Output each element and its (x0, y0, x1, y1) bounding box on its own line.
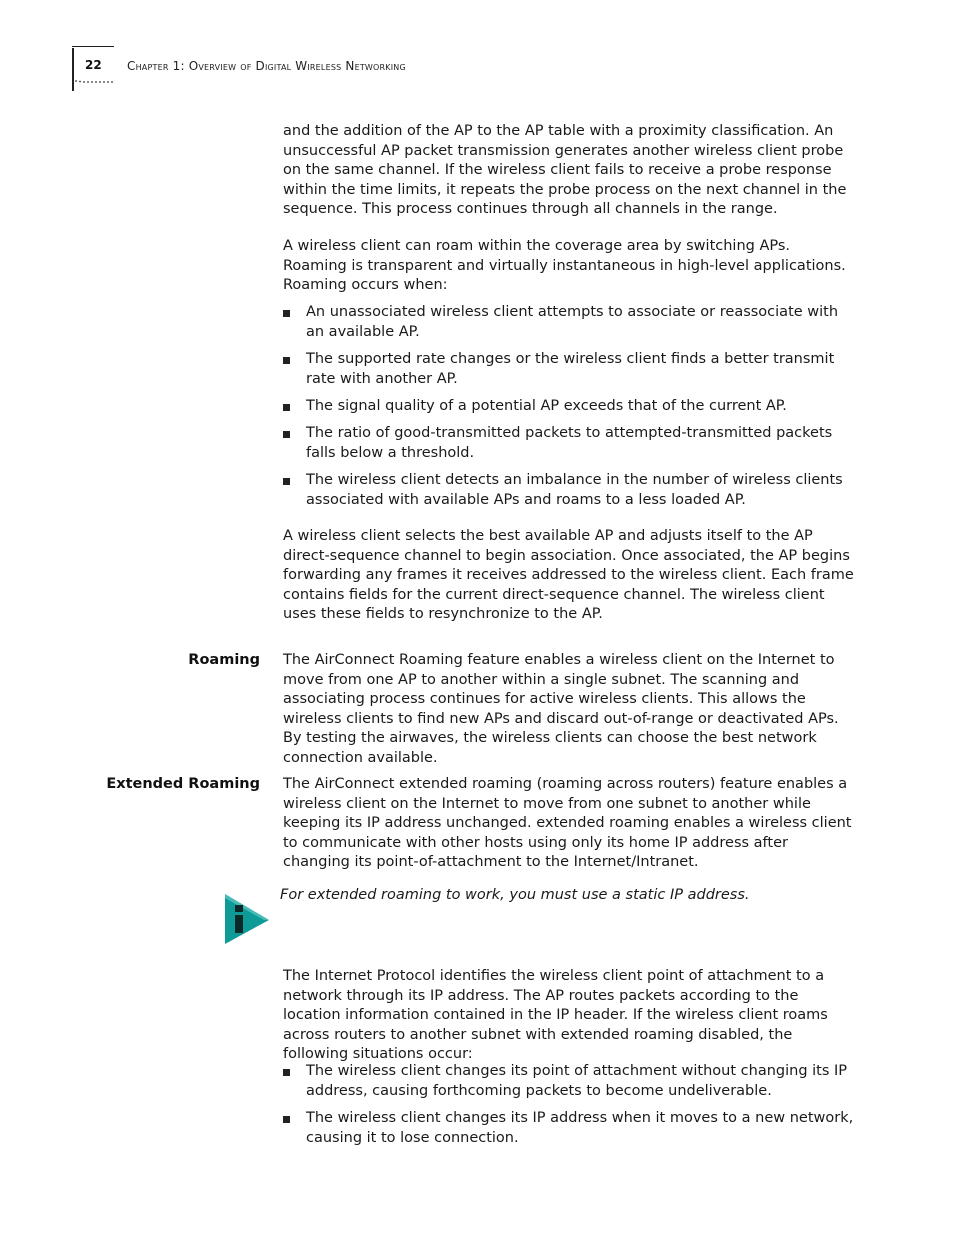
list-item-text: The wireless client changes its point of attachment without changing its IP address, causing forthcoming packets to become undeliverable. (306, 1063, 848, 1099)
list-item-text: The signal quality of a potential AP exceeds that of the current AP. (306, 398, 787, 414)
page-number: 22 (85, 58, 102, 72)
paragraph-extended-roaming: The AirConnect extended roaming (roaming across routers) feature enables a wireless client on the Internet to move from one subnet to another while keeping its IP address unchanged. extended roaming enables a wireless client to communicate with other hosts using only its home IP address after changing its point-of-attachment to the Internet/Intranet. (283, 776, 852, 871)
paragraph-roam-intro: A wireless client can roam within the coverage area by switching APs. Roaming is transparent and virtually instantaneous in high-level applications. Roaming occurs when: (283, 238, 846, 294)
list-item-text: The wireless client changes its IP address when it moves to a new network, causing it to lose connection. (306, 1110, 854, 1146)
page-header (72, 46, 472, 92)
list-item (283, 471, 858, 510)
paragraph-probe: and the addition of the AP to the AP table with a proximity classification. An unsuccessful AP packet transmission generates another wireless client probe on the same channel. If the wireless client fails to receive a probe response within the time limits, it repeats the probe process on the next channel in the sequence. This process continues through all channels in the range. (283, 123, 847, 218)
bullet-square-icon (283, 310, 290, 317)
paragraph-association: A wireless client selects the best available AP and adjusts itself to the AP direct-sequence channel to begin association. Once associated, the AP begins forwarding any frames it receives addressed to the wireless client. Each frame contains fields for the current direct-sequence channel. The wireless client uses these fields to resynchronize to the AP. (283, 528, 854, 623)
list-item (283, 350, 858, 389)
list-item (283, 303, 858, 342)
list-item (283, 1062, 858, 1101)
paragraph-internet-protocol: The Internet Protocol identifies the wireless client point of attachment to a network through its IP address. The AP routes packets according to the location information contained in the IP header. If the wireless client roams across routers to another subnet with extended roaming disabled, the following situations occur: (283, 968, 828, 1063)
list-item (283, 424, 858, 463)
list-item (283, 397, 858, 417)
bullet-square-icon (283, 1116, 290, 1123)
bullet-square-icon (283, 404, 290, 411)
list-item-text: The ratio of good-transmitted packets to attempted-transmitted packets falls below a threshold. (306, 425, 833, 461)
header-margin-rule (72, 48, 74, 91)
bullet-square-icon (283, 1069, 290, 1076)
list-item-text: The supported rate changes or the wireless client finds a better transmit rate with another AP. (306, 351, 835, 387)
header-rule (72, 46, 114, 47)
section-heading-extended-roaming: Extended Roaming (106, 776, 260, 792)
chapter-title: Chapter 1: Overview of Digital Wireless Networking (127, 59, 406, 73)
bullet-square-icon (283, 478, 290, 485)
list-item-text: An unassociated wireless client attempts to associate or reassociate with an available AP. (306, 304, 839, 340)
bullet-square-icon (283, 357, 290, 364)
note-text: For extended roaming to work, you must use a static IP address. (280, 887, 750, 903)
bullet-square-icon (283, 431, 290, 438)
info-icon (224, 893, 270, 945)
list-item-text: The wireless client detects an imbalance in the number of wireless clients associated with available APs and roams to a less loaded AP. (306, 472, 843, 508)
list-item (283, 1109, 858, 1148)
header-dotted-rule (74, 76, 114, 84)
section-heading-roaming: Roaming (188, 652, 260, 668)
paragraph-roaming: The AirConnect Roaming feature enables a wireless client on the Internet to move from one AP to another within a single subnet. The scanning and associating process continues for active wireless clients. This allows the wireless clients to find new APs and discard out-of-range or deactivated APs. By testing the airwaves, the wireless clients can choose the best network connection available. (283, 652, 839, 766)
